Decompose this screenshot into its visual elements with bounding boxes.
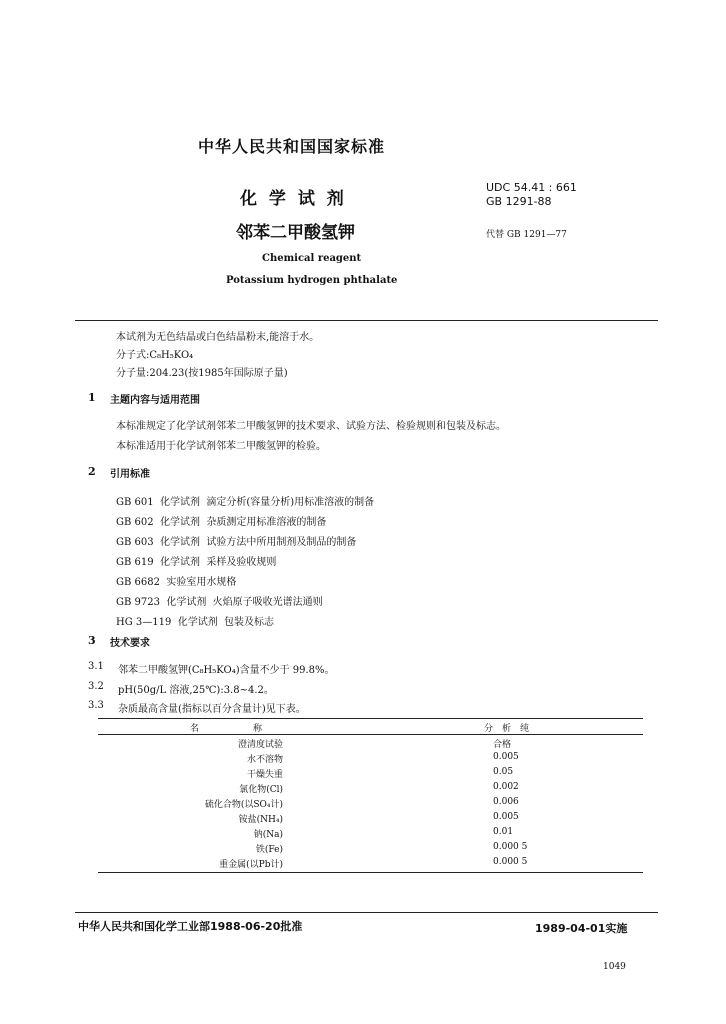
table-header-name: 名 称: [190, 724, 263, 734]
impurity-limit: 0.002: [493, 782, 519, 792]
clause-number: 3.3: [88, 700, 104, 711]
clause-number: 3.1: [88, 661, 104, 672]
title-cn-category: 化 学 试 剂: [240, 189, 347, 209]
impurity-limit: 0.000 5: [493, 857, 528, 867]
clause-text: 邻苯二甲酸氢钾(C₈H₅KO₄)含量不少于 99.8%。: [118, 665, 335, 676]
section3-title: 技术要求: [110, 638, 150, 649]
table-row: [98, 812, 643, 827]
table-row: [98, 857, 643, 872]
udc-code: UDC 54.41 : 661: [486, 181, 577, 194]
impurity-limit: 0.005: [493, 752, 519, 762]
reference-item: GB 9723 化学试剂 火焰原子吸收光谱法通则: [116, 597, 323, 608]
impurity-limit: 0.01: [493, 827, 514, 837]
impurity-name: 钠(Na): [253, 830, 283, 840]
section1-number: 1: [88, 391, 96, 404]
gb-code: GB 1291-88: [486, 195, 552, 208]
section1-paragraph: 本标准适用于化学试剂邻苯二甲酸氢钾的检验。: [116, 441, 326, 452]
impurity-name: 铁(Fe): [255, 845, 283, 855]
title-cn-product: 邻苯二甲酸氢钾: [236, 223, 355, 243]
table-header-rule: [98, 734, 643, 735]
impurity-limit: 0.005: [493, 812, 519, 822]
table-row: [98, 752, 643, 767]
clause-text: pH(50g/L 溶液,25℃):3.8~4.2。: [118, 685, 274, 696]
impurity-limit: 合格: [493, 740, 512, 750]
impurity-name: 铵盐(NH₄): [238, 815, 283, 825]
table-row: [98, 827, 643, 842]
table-bottom-rule: [98, 872, 643, 873]
table-row: [98, 782, 643, 797]
section3-number: 3: [88, 634, 96, 647]
national-standard-heading: 中华人民共和国国家标准: [198, 137, 386, 156]
replaces-code: 代替 GB 1291—77: [486, 230, 567, 240]
section1-title: 主题内容与适用范围: [110, 395, 200, 406]
intro-molecular-weight: 分子量:204.23(按1985年国际原子量): [116, 368, 288, 379]
table-row: [98, 842, 643, 857]
reference-item: GB 601 化学试剂 滴定分析(容量分析)用标准溶液的制备: [116, 497, 375, 508]
intro-description: 本试剂为无色结晶或白色结晶粉末,能溶于水。: [116, 332, 320, 343]
impurity-limit: 0.006: [493, 797, 519, 807]
table-header-value: 分 析 纯: [484, 724, 530, 734]
intro-formula: 分子式:C₈H₅KO₄: [116, 350, 194, 361]
title-en-category: Chemical reagent: [262, 253, 362, 264]
approval-line: 中华人民共和国化学工业部1988-06-20批准: [78, 920, 303, 933]
table-top-rule: [98, 718, 643, 719]
impurity-name: 硫化合物(以SO₄计): [204, 800, 283, 810]
clause-number: 3.2: [88, 681, 104, 692]
page-number: 1049: [603, 962, 626, 972]
section2-title: 引用标准: [110, 469, 150, 480]
implementation-date: 1989-04-01实施: [535, 922, 628, 935]
reference-item: GB 602 化学试剂 杂质测定用标准溶液的制备: [116, 517, 327, 528]
impurity-limit: 0.000 5: [493, 842, 528, 852]
impurity-limit: 0.05: [493, 767, 514, 777]
section2-number: 2: [88, 465, 96, 478]
reference-item: GB 6682 实验室用水规格: [116, 577, 237, 588]
impurity-name: 干燥失重: [246, 770, 283, 780]
impurity-name: 重金属(以Pb计): [219, 860, 283, 870]
clause-text: 杂质最高含量(指标以百分含量计)见下表。: [118, 704, 306, 715]
reference-item: HG 3—119 化学试剂 包装及标志: [116, 617, 275, 628]
impurity-name: 氯化物(Cl): [239, 785, 283, 795]
table-row: [98, 737, 643, 752]
reference-item: GB 619 化学试剂 采样及验收规则: [116, 557, 277, 568]
title-en-product: Potassium hydrogen phthalate: [226, 275, 398, 286]
table-row: [98, 797, 643, 812]
footer-divider: [75, 912, 658, 913]
reference-item: GB 603 化学试剂 试验方法中所用制剂及制品的制备: [116, 537, 357, 548]
section1-paragraph: 本标准规定了化学试剂邻苯二甲酸氢钾的技术要求、试验方法、检验规则和包装及标志。: [116, 421, 506, 432]
impurity-name: 水不溶物: [246, 755, 283, 765]
header-divider: [75, 320, 658, 321]
table-row: [98, 767, 643, 782]
impurity-name: 澄清度试验: [237, 740, 283, 750]
